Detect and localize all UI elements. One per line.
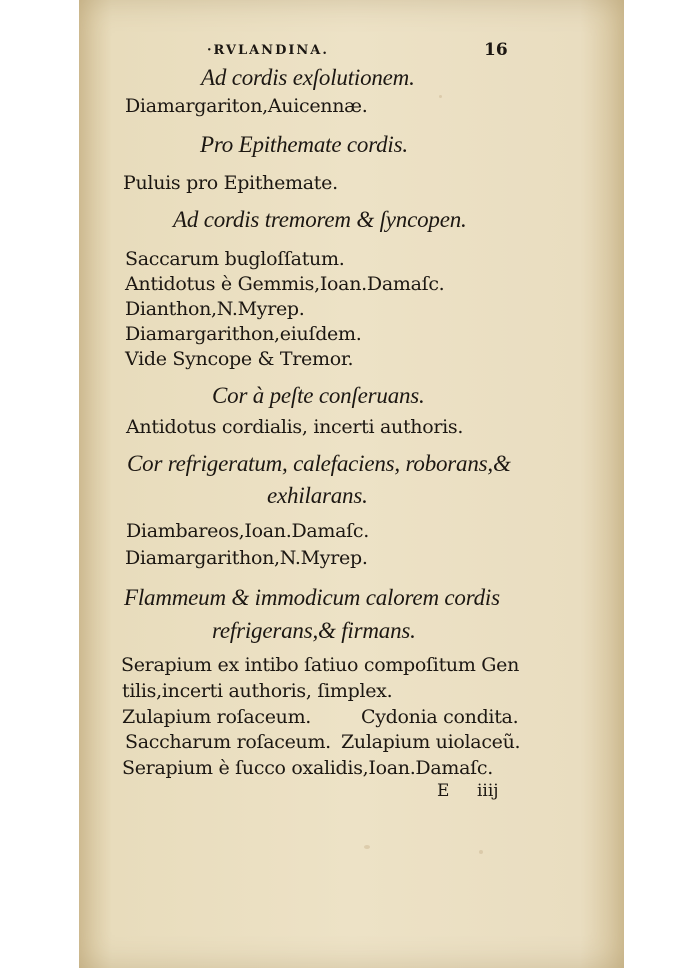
entry: Vide Syncope & Tremor.: [125, 348, 354, 370]
leaf-number: iiij: [477, 781, 499, 801]
entry: Antidotus è Gemmis,Ioan.Damaſc.: [125, 273, 445, 295]
entry: Serapium è ſucco oxalidis,Ioan.Damaſc.: [122, 757, 493, 779]
entry: Dianthon,N.Myrep.: [125, 298, 305, 320]
book-page: [79, 0, 624, 968]
entry: Antidotus cordialis, incerti authoris.: [126, 416, 464, 438]
paper-stain: [479, 850, 483, 854]
paper-stain: [439, 95, 442, 98]
entry: Puluis pro Epithemate.: [123, 172, 338, 194]
running-header-title: ·RVLANDINA.: [207, 43, 329, 58]
paper-stain: [364, 845, 370, 849]
section-heading: Cor à peſte conſeruans.: [212, 383, 425, 408]
entry: Cydonia condita.: [361, 706, 519, 728]
page-number: 16: [484, 40, 508, 60]
section-heading: refrigerans,& firmans.: [212, 618, 416, 643]
section-heading: Ad cordis exſolutionem.: [201, 65, 415, 90]
section-heading: exhilarans.: [267, 483, 368, 508]
entry: Diamargarithon,N.Myrep.: [125, 547, 368, 569]
entry: Diamargariton,Auicennæ.: [125, 95, 368, 117]
signature-mark: E: [437, 781, 450, 801]
section-heading: Ad cordis tremorem & ſyncopen.: [173, 207, 467, 232]
entry: tilis,incerti authoris, ſimplex.: [122, 680, 393, 702]
entry: Zulapium uiolaceũ.: [341, 731, 521, 753]
entry: Serapium ex intibo ſatiuo compoſitum Gen: [121, 654, 520, 676]
section-heading: Flammeum & immodicum calorem cordis: [124, 585, 500, 610]
entry: Diamargarithon,eiuſdem.: [125, 323, 362, 345]
entry: Saccharum roſaceum.: [125, 731, 331, 753]
entry: Diambareos,Ioan.Damaſc.: [126, 520, 369, 542]
section-heading: Pro Epithemate cordis.: [200, 132, 408, 157]
section-heading: Cor refrigeratum, calefaciens, roborans,&: [127, 451, 511, 476]
entry: Zulapium roſaceum.: [122, 706, 312, 728]
entry: Saccarum bugloſſatum.: [125, 248, 345, 270]
